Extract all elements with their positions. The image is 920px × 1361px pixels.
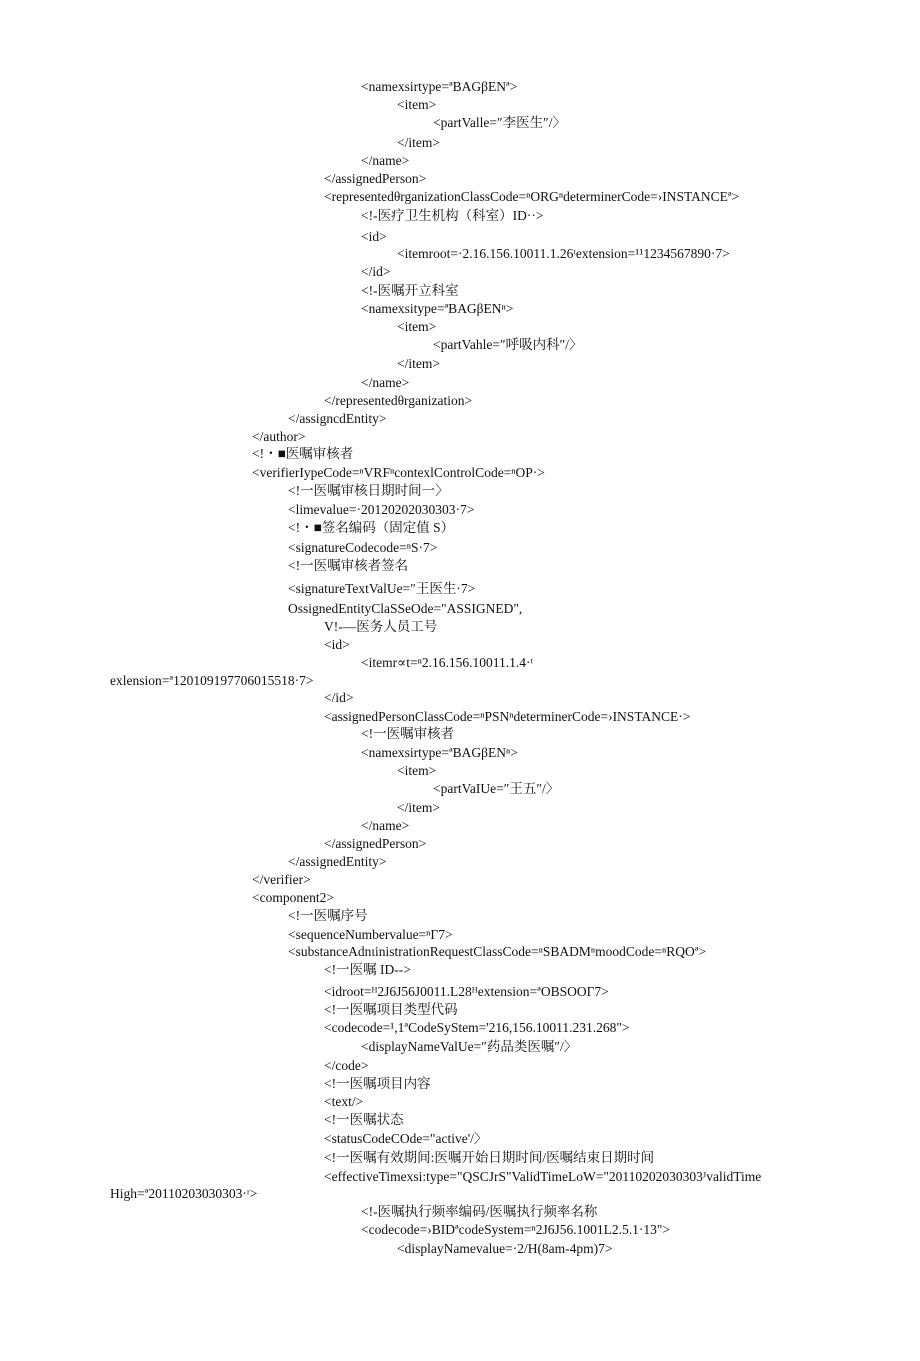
xml-line: </representedθrganization> [324,393,473,408]
xml-comment: <!-医疗卫生机构（科室）ID··> [361,208,544,223]
xml-line: <codecode=¹,1ªCodeSyStem='216,156.10011.231.268"> [324,1020,630,1035]
xml-line: </id> [324,690,354,705]
xml-comment: <!一医嘱项目内容 [324,1076,431,1091]
xml-line: High=ª20110203030303·ʳ> [110,1186,258,1201]
xml-line: </verifier> [252,872,311,887]
xml-line: <limevalue=·20120202030303·7> [288,502,475,517]
xml-comment: <!一医嘱序号 [288,908,368,923]
xml-comment: <!一医嘱审核者 [361,726,455,741]
xml-line: </item> [397,135,440,150]
xml-line: <id> [324,637,350,652]
xml-line: </author> [252,429,306,444]
xml-line: <verifierIypeCode=ⁿVRFⁿcontexlControlCode=ⁿOP·> [252,465,545,480]
xml-line: </item> [397,356,440,371]
xml-comment: <!一医嘱项目类型代码 [324,1002,458,1017]
xml-line: <assignedPersonClassCode=ⁿPSNⁿdeterminerCode=›INSTANCE·> [324,709,691,724]
xml-line: <representedθrganizationClassCode=ⁿORGⁿdeterminerCode=›INSTANCEª> [324,189,740,204]
xml-line: <displayNamevalue=·2/H(8am-4pm)7> [397,1241,613,1256]
xml-line: <itemr∝t=ⁿ2.16.156.10011.1.4·ᵗ [361,655,534,670]
xml-line: </assignedPerson> [324,171,427,186]
xml-line: <item> [397,763,437,778]
xml-line: <text/> [324,1094,364,1109]
xml-line: OssignedEntityClaSSeOde="ASSIGNED", [288,601,523,616]
xml-line: <signatureCodecode=ⁿS·7> [288,540,438,555]
xml-comment: V!-—医务人员工号 [324,619,438,634]
xml-comment: <!-医嘱开立科室 [361,283,459,298]
xml-comment: <!一医嘱审核者签名 [288,558,409,573]
xml-comment: <!一医嘱有效期间:医嘱开始日期时间/医嘱结束日期时间 [324,1150,655,1165]
xml-line: <partVaIUe=″王五″/〉 [433,781,560,796]
xml-line: </id> [361,264,391,279]
xml-line: <itemroot=·2.16.156.10011.1.26ᵗextension=¹¹1234567890·7> [397,246,730,261]
xml-line: </assignedEntity> [288,854,387,869]
xml-line: <substanceAdnιinistrationRequestClassCode=ⁿSBADMⁿmoodCode=ⁿRQOª> [288,944,707,959]
xml-line: </code> [324,1058,369,1073]
xml-line: <sequenceNumbervalue=ⁿΓ7> [288,927,453,942]
xml-line: </item> [397,800,440,815]
xml-line: <component2> [252,890,334,905]
xml-comment: <!・■签名编码（固定值 S） [288,520,455,535]
xml-line: <namexsitype=ªBAGβENⁿ> [361,301,514,316]
xml-line: <partVahle=″呼吸内科″/〉 [433,337,583,352]
xml-comment: <!一医嘱 ID--> [324,962,411,977]
xml-line: <idroot=ᴴ2J6J56J0011.L28ᴴextension=ªOBSOOΓ7> [324,984,609,999]
xml-line: </name> [361,153,410,168]
xml-line: </name> [361,818,410,833]
xml-line: <namexsirtype=ªBAGβENª> [361,79,518,94]
xml-line: <item> [397,319,437,334]
xml-line: <statusCodeCOde="active'/〉 [324,1131,488,1146]
xml-line: exlension=ª120109197706015518·7> [110,673,314,688]
xml-line: <id> [361,229,387,244]
xml-line: </assignedPerson> [324,836,427,851]
xml-line: <effectiveTimexsi:type="QSCJrS"ValidTimeLoW="20110202030303ᴶvalidTime [324,1169,762,1184]
xml-comment: <!一医嘱审核日期时间一〉 [288,483,449,498]
xml-comment: <!一医嘱状态 [324,1112,404,1127]
xml-line: <item> [397,97,437,112]
xml-line: <signatureTextValUe=″王医生·7> [288,581,476,596]
xml-line: <displayNameValUe=″药品类医嘱″/〉 [361,1039,578,1054]
xml-line: </name> [361,375,410,390]
xml-comment: <!-医嘱执行频率编码/医嘱执行频率名称 [361,1204,598,1219]
xml-line: <partValle=″李医生″/〉 [433,115,566,130]
xml-line: <codecode=›BIDªcodeSystem=ⁿ2J6J56.1001L2.5.1·13"> [361,1222,671,1237]
xml-line: <namexsirtype=ªBAGβENⁿ> [361,745,518,760]
xml-line: </assigncdEntity> [288,411,387,426]
xml-comment: <!・■医嘱审核者 [252,446,354,461]
